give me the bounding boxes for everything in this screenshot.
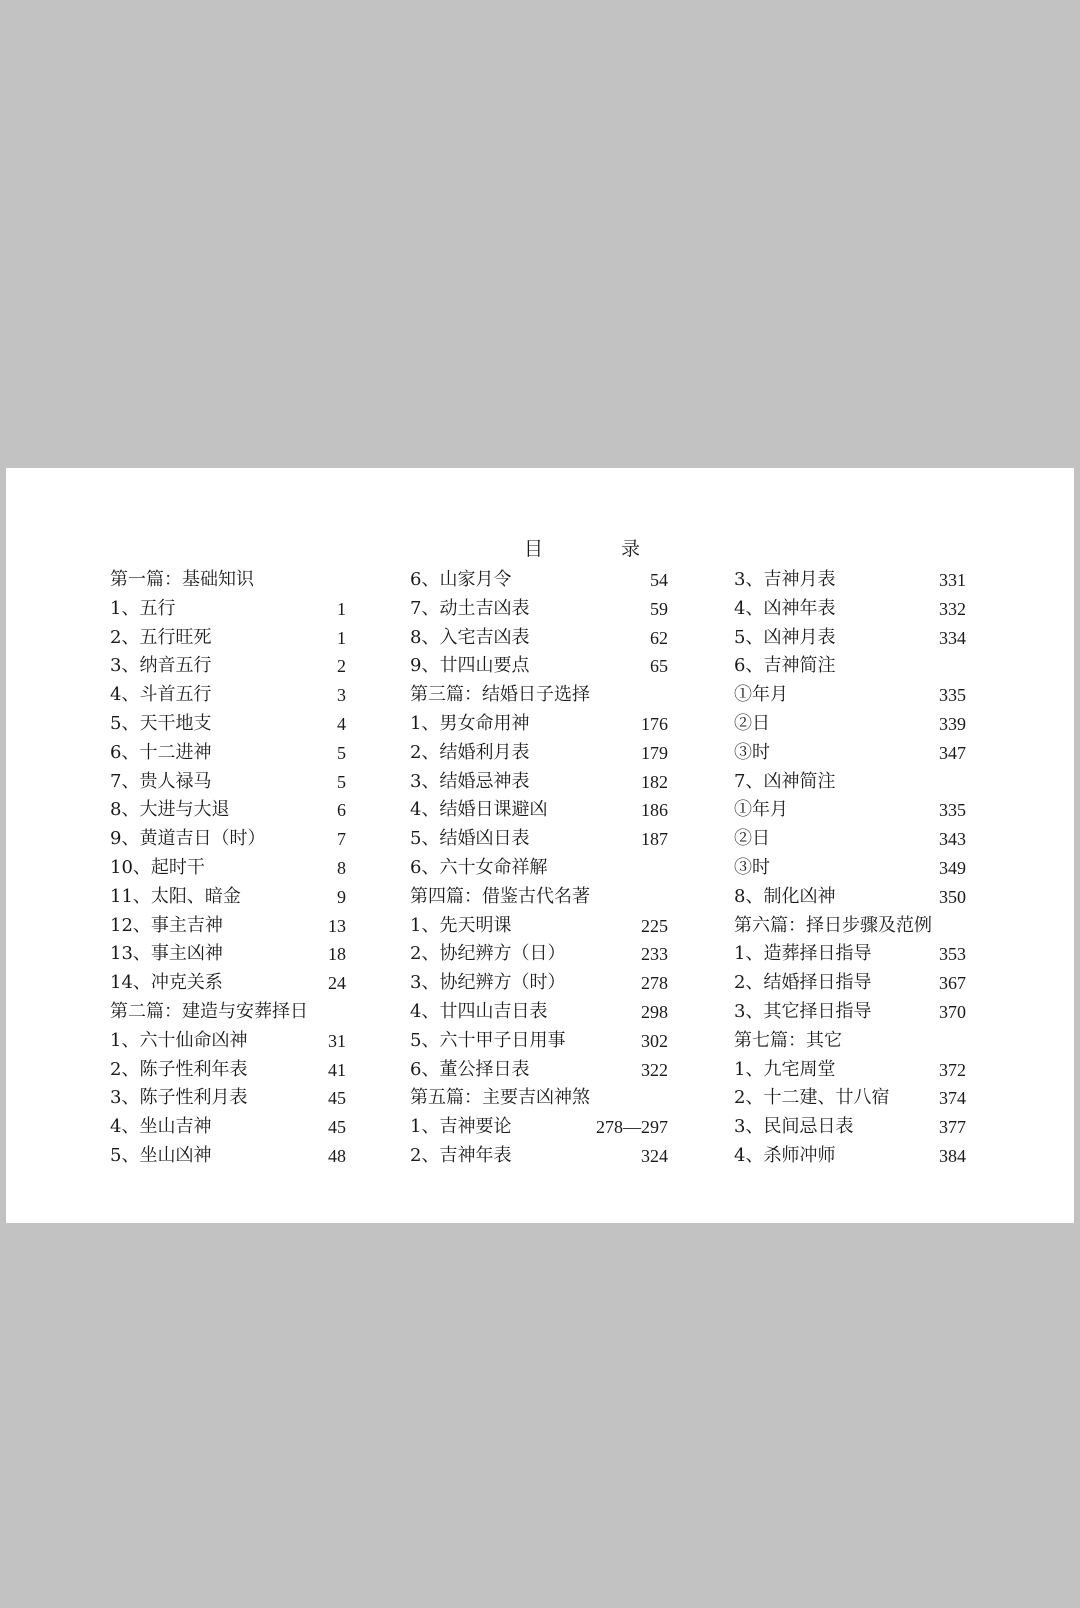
toc-entry-label: 5、天干地支 [110, 712, 212, 734]
toc-entry-page-number: 176 [641, 713, 668, 734]
toc-entry [734, 1142, 966, 1171]
toc-entry-label: 2、结婚择日指导 [734, 972, 872, 994]
toc-entry-page-number: 1 [337, 598, 346, 619]
toc-entry [110, 739, 346, 768]
toc-entry-page-number: 24 [328, 973, 346, 994]
toc-title-char-1: 目 [524, 538, 544, 560]
toc-entry-label: 4、坐山吉神 [110, 1116, 212, 1138]
toc-entry-label: 14、冲克关系 [110, 972, 223, 994]
toc-entry [110, 652, 346, 681]
toc-entry [734, 1056, 966, 1085]
toc-entry-page-number: 384 [939, 1145, 966, 1166]
toc-entry-page-number: 367 [939, 973, 966, 994]
toc-entry [110, 595, 346, 624]
toc-entry-label: 2、五行旺死 [110, 626, 212, 648]
toc-entry-page-number: 353 [939, 944, 966, 965]
toc-entry [110, 1027, 346, 1056]
toc-entry-page-number: 13 [328, 915, 346, 936]
toc-entry-page-number: 5 [337, 742, 346, 763]
toc-entry-label: 7、凶神简注 [734, 770, 836, 792]
toc-entry-page-number: 18 [328, 944, 346, 965]
toc-entry-label: 第六篇：择日步骤及范例 [734, 914, 932, 936]
toc-entry-page-number: 187 [641, 829, 668, 850]
toc-entry-page-number: 5 [337, 771, 346, 792]
toc-entry-page-number: 1 [337, 627, 346, 648]
toc-entry-page-number: 377 [939, 1117, 966, 1138]
toc-entry-label: 第一篇：基础知识 [110, 569, 254, 590]
toc-entry [110, 1113, 346, 1142]
toc-entry [410, 940, 668, 969]
toc-entry-label: ①年月 [734, 684, 788, 706]
toc-title-char-2: 录 [621, 538, 641, 560]
toc-entry [734, 969, 966, 998]
toc-entry-page-number: 31 [328, 1030, 346, 1051]
toc-entry-label: 第七篇：其它 [734, 1029, 842, 1051]
toc-entry [410, 1142, 668, 1171]
toc-entry-page-number: 372 [939, 1059, 966, 1080]
toc-section-heading [734, 1027, 966, 1056]
toc-entry-page-number: 332 [939, 598, 966, 619]
toc-entry-page-number: 335 [939, 685, 966, 706]
toc-entry-page-number: 339 [939, 713, 966, 734]
toc-entry-label: ①年月 [734, 799, 788, 821]
toc-entry [734, 1113, 966, 1142]
toc-entry [110, 1056, 346, 1085]
toc-entry-label: 3、纳音五行 [110, 655, 212, 677]
toc-entry [734, 624, 966, 653]
toc-entry-label: 1、先天明课 [410, 914, 512, 936]
toc-entry-page-number: 182 [641, 771, 668, 792]
toc-entry-page-number: 62 [650, 627, 668, 648]
toc-entry-page-number: 278 [641, 973, 668, 994]
toc-entry-label: 1、九宅周堂 [734, 1058, 836, 1080]
toc-entry-page-number: 298 [641, 1001, 668, 1022]
toc-entry-page-number: 48 [328, 1145, 346, 1166]
toc-entry-label: ②日 [734, 828, 770, 850]
toc-entry-page-number: 302 [641, 1030, 668, 1051]
toc-entry [410, 739, 668, 768]
toc-entry-page-number: 370 [939, 1001, 966, 1022]
toc-entry [734, 566, 966, 595]
toc-entry-page-number: 9 [337, 886, 346, 907]
toc-entry-label: ③时 [734, 741, 770, 763]
toc-entry [110, 681, 346, 710]
toc-entry-label: 2、陈子性利年表 [110, 1058, 248, 1080]
toc-entry-page-number: 45 [328, 1117, 346, 1138]
toc-entry-label: 13、事主凶神 [110, 943, 223, 965]
toc-entry [734, 796, 966, 825]
toc-entry [410, 768, 668, 797]
toc-entry-page-number: 45 [328, 1088, 346, 1109]
toc-entry [734, 652, 966, 681]
toc-entry-page-number: 347 [939, 742, 966, 763]
toc-entry-page-number: 324 [641, 1145, 668, 1166]
toc-entry-label: 2、吉神年表 [410, 1144, 512, 1166]
toc-entry [410, 796, 668, 825]
toc-entry [110, 624, 346, 653]
toc-entry-page-number: 179 [641, 742, 668, 763]
toc-entry-label: 8、入宅吉凶表 [410, 626, 530, 648]
toc-entry [410, 1056, 668, 1085]
toc-entry-label: 7、动土吉凶表 [410, 597, 530, 619]
toc-entry [410, 969, 668, 998]
toc-entry-page-number: 374 [939, 1088, 966, 1109]
toc-section-heading [110, 998, 346, 1027]
toc-entry-label: 第五篇：主要吉凶神煞 [410, 1087, 590, 1109]
toc-entry-page-number: 331 [939, 570, 966, 590]
toc-entry-label: 3、陈子性利月表 [110, 1087, 248, 1109]
toc-entry-label: 2、协纪辨方（日） [410, 943, 566, 965]
toc-page [6, 468, 1074, 1223]
toc-section-heading [410, 681, 668, 710]
toc-entry-label: 5、凶神月表 [734, 626, 836, 648]
toc-entry-label: 2、结婚利月表 [410, 741, 530, 763]
toc-entry-page-number: 278—297 [596, 1117, 668, 1138]
toc-entry-label: 5、六十甲子日用事 [410, 1029, 566, 1051]
toc-entry [110, 854, 346, 883]
toc-entry [110, 912, 346, 941]
toc-entry [734, 998, 966, 1027]
toc-entry-page-number: 2 [337, 656, 346, 677]
toc-entry-label: 第四篇：借鉴古代名著 [410, 885, 590, 907]
toc-entry-label: 6、山家月令 [410, 569, 512, 590]
toc-entry-label: 8、大进与大退 [110, 799, 230, 821]
toc-entry-label: 6、董公择日表 [410, 1058, 530, 1080]
toc-entry [110, 969, 346, 998]
toc-entry-label: 3、协纪辨方（时） [410, 972, 566, 994]
toc-entry-page-number: 225 [641, 915, 668, 936]
toc-entry [410, 998, 668, 1027]
toc-column-3 [734, 566, 966, 1171]
toc-entry [734, 710, 966, 739]
toc-entry [410, 652, 668, 681]
toc-entry-page-number: 334 [939, 627, 966, 648]
toc-entry-label: 1、造葬择日指导 [734, 943, 872, 965]
toc-column-1 [110, 566, 346, 1171]
toc-entry [734, 681, 966, 710]
toc-entry-page-number: 322 [641, 1059, 668, 1080]
toc-entry-label: 3、结婚忌神表 [410, 770, 530, 792]
toc-entry-label: 4、杀师冲师 [734, 1144, 836, 1166]
toc-entry-page-number: 6 [337, 800, 346, 821]
toc-entry-page-number: 349 [939, 857, 966, 878]
toc-entry-label: 第二篇：建造与安葬择日 [110, 1000, 308, 1022]
toc-entry-page-number: 343 [939, 829, 966, 850]
toc-entry-label: ③时 [734, 856, 770, 878]
toc-entry-label: 5、坐山凶神 [110, 1144, 212, 1166]
toc-entry [110, 768, 346, 797]
toc-entry-label: 1、男女命用神 [410, 712, 530, 734]
toc-entry-label: 4、凶神年表 [734, 597, 836, 619]
toc-entry-page-number: 4 [337, 713, 346, 734]
toc-entry-page-number: 41 [328, 1059, 346, 1080]
toc-entry [110, 940, 346, 969]
toc-entry [410, 912, 668, 941]
toc-entry [410, 1113, 668, 1142]
toc-entry-label: 1、五行 [110, 597, 176, 619]
toc-entry-label: 9、黄道吉日（时） [110, 828, 266, 850]
toc-entry-label: 12、事主吉神 [110, 914, 223, 936]
toc-entry [734, 854, 966, 883]
toc-entry-label: 9、廿四山要点 [410, 655, 530, 677]
toc-entry-label: 1、吉神要论 [410, 1116, 512, 1138]
toc-entry-page-number: 8 [337, 857, 346, 878]
toc-entry [110, 1084, 346, 1113]
toc-entry-label: 8、制化凶神 [734, 885, 836, 907]
toc-entry-label: 6、六十女命祥解 [410, 856, 548, 878]
toc-entry-label: 4、斗首五行 [110, 684, 212, 706]
toc-entry-label: 1、六十仙命凶神 [110, 1029, 248, 1051]
toc-section-heading [410, 883, 668, 912]
toc-entry-page-number: 59 [650, 598, 668, 619]
toc-entry [110, 796, 346, 825]
toc-entry-label: 5、结婚凶日表 [410, 828, 530, 850]
toc-entry [110, 1142, 346, 1171]
toc-entry-page-number: 186 [641, 800, 668, 821]
toc-entry [410, 854, 668, 883]
toc-entry [734, 883, 966, 912]
toc-entry [110, 825, 346, 854]
toc-entry-page-number: 65 [650, 656, 668, 677]
toc-entry [410, 825, 668, 854]
toc-entry-label: 3、吉神月表 [734, 569, 836, 590]
toc-entry-label: ②日 [734, 712, 770, 734]
toc-entry-label: 4、结婚日课避凶 [410, 799, 548, 821]
toc-entry-label: 10、起时干 [110, 856, 205, 878]
toc-section-heading [734, 912, 966, 941]
toc-entry [410, 595, 668, 624]
toc-entry [410, 1027, 668, 1056]
toc-entry-page-number: 3 [337, 685, 346, 706]
toc-entry-label: 3、民间忌日表 [734, 1116, 854, 1138]
toc-entry [734, 940, 966, 969]
toc-entry-label: 2、十二建、廿八宿 [734, 1087, 890, 1109]
toc-entry-label: 4、廿四山吉日表 [410, 1000, 548, 1022]
toc-entry-page-number: 54 [650, 570, 668, 590]
toc-entry [734, 1084, 966, 1113]
toc-entry-page-number: 335 [939, 800, 966, 821]
toc-entry [410, 566, 668, 595]
toc-entry-label: 6、吉神简注 [734, 655, 836, 677]
toc-section-heading [410, 1084, 668, 1113]
toc-entry [410, 710, 668, 739]
toc-entry-label: 7、贵人禄马 [110, 770, 212, 792]
toc-entry [110, 710, 346, 739]
toc-entry-label: 11、太阳、暗金 [110, 885, 241, 907]
toc-entry [734, 739, 966, 768]
toc-entry [410, 624, 668, 653]
toc-entry-label: 6、十二进神 [110, 741, 212, 763]
toc-entry [110, 883, 346, 912]
toc-entry-label: 3、其它择日指导 [734, 1000, 872, 1022]
toc-section-heading [110, 566, 346, 595]
toc-entry-page-number: 233 [641, 944, 668, 965]
toc-entry-page-number: 7 [337, 829, 346, 850]
toc-column-2 [410, 566, 668, 1171]
toc-entry-label: 第三篇：结婚日子选择 [410, 684, 590, 706]
toc-entry-page-number: 350 [939, 886, 966, 907]
toc-entry [734, 595, 966, 624]
toc-entry [734, 825, 966, 854]
toc-entry [734, 768, 966, 797]
